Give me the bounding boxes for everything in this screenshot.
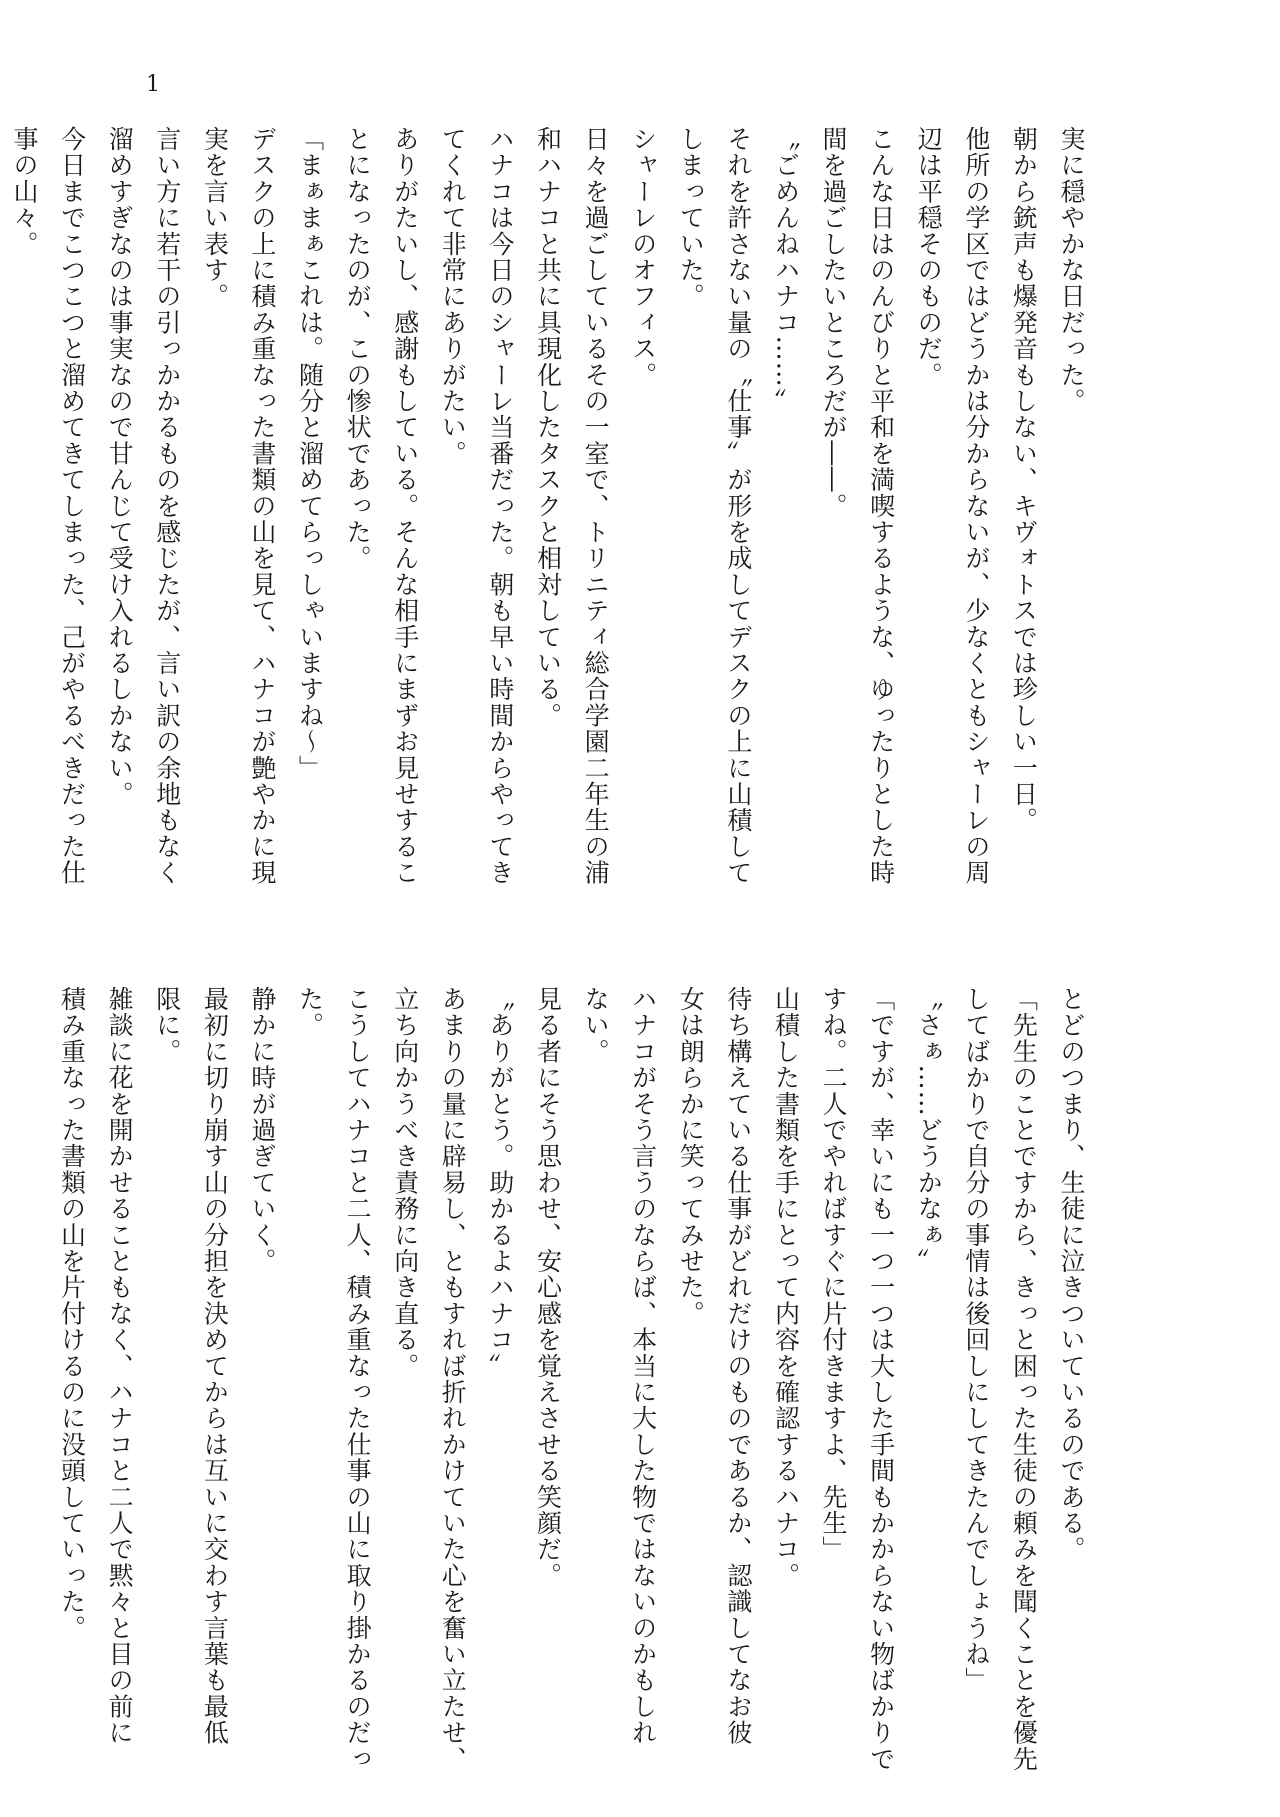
text-line: それを許さない量の〝仕事〟が形を成してデスクの上に山積して <box>723 126 753 886</box>
text-line: 実を言い表す。 <box>200 126 230 310</box>
text-line: 「ですが、幸いにも一つ一つは大した手間もかからない物ばかりで <box>866 986 896 1772</box>
text-line: 見る者にそう思わせ、安心感を覚えさせる笑顔だ。 <box>533 986 563 1589</box>
text-line: ありがたいし、感謝もしている。そんな相手にまずお見せするこ <box>390 126 420 886</box>
text-line: 日々を過ごしているその一室で、トリニティ総合学園二年生の浦 <box>581 126 611 886</box>
text-line: 立ち向かうべき責務に向き直る。 <box>390 986 420 1379</box>
text-line: シャーレのオフィス。 <box>628 126 658 388</box>
text-line: ハナコは今日のシャーレ当番だった。朝も早い時間からやってき <box>485 126 515 886</box>
text-line: 和ハナコと共に具現化したタスクと相対している。 <box>533 126 563 729</box>
text-line: してばかりで自分の事情は後回しにしてきたんでしょうね」 <box>961 986 991 1694</box>
text-line: 待ち構えている仕事がどれだけのものであるか、認識してなお彼 <box>723 986 753 1746</box>
text-line: こんな日はのんびりと平和を満喫するような、ゆったりとした時 <box>866 126 896 886</box>
text-line: 山積した書類を手にとって内容を確認するハナコ。 <box>771 986 801 1589</box>
page-number: 1 <box>146 72 160 97</box>
text-line: 事の山々。 <box>9 126 39 257</box>
text-line: 溜めすぎなのは事実なので甘んじて受け入れるしかない。 <box>105 126 135 808</box>
text-line: 静かに時が過ぎていく。 <box>247 986 277 1275</box>
text-line: 〝ごめんねハナコ……〟 <box>771 126 801 415</box>
text-line: とどのつまり、生徒に泣きついているのである。 <box>1057 986 1086 1563</box>
text-line: とになったのが、この惨状であった。 <box>343 126 373 572</box>
lower-text-block <box>48 986 1095 1786</box>
text-line: こうしてハナコと二人、積み重なった仕事の山に取り掛かるのだっ <box>343 986 373 1772</box>
text-line: 今日までこつこつと溜めてきてしまった、己がやるべきだった仕 <box>57 126 87 886</box>
text-line: 限に。 <box>152 986 182 1065</box>
text-line: た。 <box>295 986 325 1039</box>
text-line: てくれて非常にありがたい。 <box>438 126 468 467</box>
text-line: ない。 <box>581 986 611 1065</box>
upper-text-block <box>0 126 1095 926</box>
text-line: 辺は平穏そのものだ。 <box>914 126 944 388</box>
text-line: 「先生のことですから、きっと困った生徒の頼みを聞くことを優先 <box>1009 986 1039 1772</box>
text-line: 言い方に若干の引っかかるものを感じたが、言い訳の余地もなく <box>152 126 182 886</box>
text-line: すね。二人でやればすぐに片付きますよ、先生」 <box>819 986 849 1563</box>
text-line: あまりの量に辟易し、ともすれば折れかけていた心を奮い立たせ、 <box>438 986 468 1772</box>
text-line: しまっていた。 <box>676 126 706 310</box>
text-line: デスクの上に積み重なった書類の山を見て、ハナコが艶やかに現 <box>247 126 277 886</box>
text-line: 女は朗らかに笑ってみせた。 <box>676 986 706 1327</box>
text-line: 間を過ごしたいところだが――。 <box>819 126 849 519</box>
text-line: 〝ありがとう。助かるよハナコ〟 <box>485 986 515 1379</box>
text-line: 〝さぁ……どうかなぁ〟 <box>914 986 944 1275</box>
text-line: 他所の学区ではどうかは分からないが、少なくともシャーレの周 <box>961 126 991 886</box>
text-line: ハナコがそう言うのならば、本当に大した物ではないのかもしれ <box>628 986 658 1746</box>
text-line: 「まぁまぁこれは。随分と溜めてらっしゃいますね～」 <box>295 126 325 781</box>
text-line: 朝から銃声も爆発音もしない、キヴォトスでは珍しい一日。 <box>1009 126 1039 834</box>
text-line: 積み重なった書類の山を片付けるのに没頭していった。 <box>57 986 87 1641</box>
text-line: 雑談に花を開かせることもなく、ハナコと二人で黙々と目の前に <box>105 986 135 1746</box>
text-line: 最初に切り崩す山の分担を決めてからは互いに交わす言葉も最低 <box>200 986 230 1746</box>
text-line: 実に穏やかな日だった。 <box>1057 126 1086 415</box>
